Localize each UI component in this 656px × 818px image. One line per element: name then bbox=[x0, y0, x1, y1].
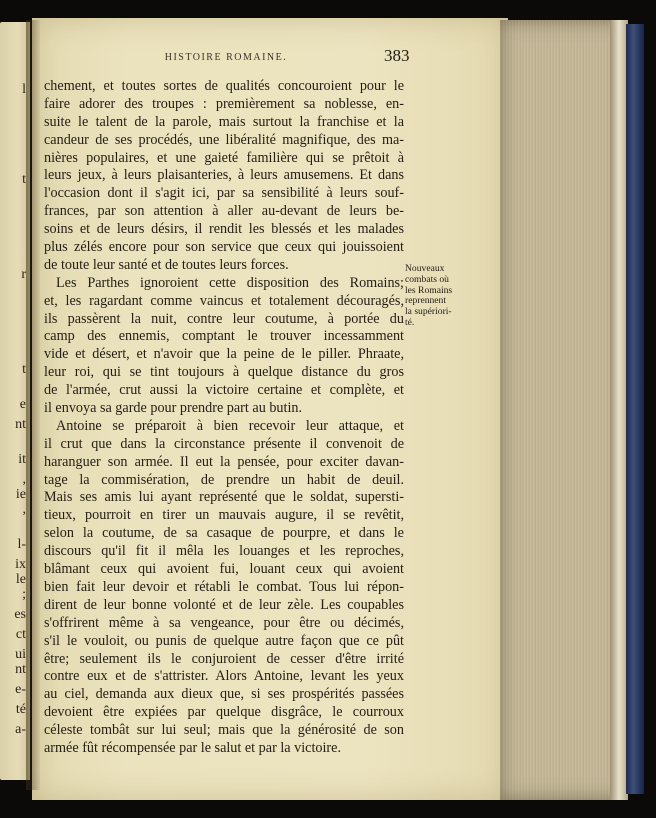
text-line: soins et de leurs désirs, il rendit les blessés et les malades bbox=[44, 221, 404, 238]
left-page-fragment: ie bbox=[15, 487, 26, 502]
marginal-note-line: les Romains bbox=[405, 284, 453, 296]
text-line: faire adorer des troupes : premièrement sa noblesse, en- bbox=[44, 95, 404, 112]
text-line: Les Parthes ignoroient cette disposition des Romains; bbox=[56, 274, 404, 291]
left-page-text-fragments bbox=[2, 22, 28, 780]
text-line: Antoine se préparoit à bien recevoir leur attaque, et bbox=[56, 417, 404, 434]
left-page-fragment: es bbox=[14, 607, 26, 622]
left-page-fragment: e- bbox=[15, 682, 26, 697]
left-page-fragment: t bbox=[22, 362, 26, 377]
text-line: céleste tombât sur lui seul; mais que la générosité de son bbox=[44, 722, 404, 739]
text-line: discours qu'il fit il mêla les louanges et les reproches, bbox=[44, 543, 404, 560]
marginal-note-line: combats où bbox=[405, 273, 449, 285]
text-line: haranguer son armée. Il eut la pensée, pour exciter davan- bbox=[44, 453, 404, 470]
text-line: blâmant ceux qui avoient fui, louant ceux qui avoient bbox=[44, 561, 404, 578]
left-page-fragment: ; bbox=[22, 587, 26, 602]
book-cover-edge bbox=[626, 24, 644, 794]
body-text bbox=[44, 78, 404, 758]
left-page-fragment: ui bbox=[15, 647, 26, 662]
text-line: plus zélés encore pour son service que ceux qui jouissoient bbox=[44, 239, 404, 256]
text-line: être; seulement ils le conjuroient de cesser d'être irrité bbox=[44, 650, 404, 667]
left-page-fragment: ct bbox=[15, 627, 26, 642]
left-page-fragment: a- bbox=[15, 722, 26, 737]
text-line: suite le talent de la parole, mais surtout la franchise et la bbox=[44, 113, 404, 130]
running-title: HISTOIRE ROMAINE. bbox=[164, 52, 288, 63]
marginal-note-line: reprennent bbox=[405, 295, 447, 307]
text-line: ils passèrent la nuit, contre leur coutume, à portée du bbox=[44, 310, 404, 327]
left-page-fragment: t bbox=[22, 172, 26, 187]
left-page-fragment: té bbox=[15, 702, 26, 717]
text-line: devoient être expiées par quelque disgrâce, le courroux bbox=[44, 704, 404, 721]
left-page-fragment: nt bbox=[15, 662, 26, 677]
text-line: de l'armée, crut aussi la victoire certaine et complète, et bbox=[44, 382, 404, 399]
text-line: vide et désert, et n'avoir que la peine de le piller. Phraate, bbox=[44, 346, 404, 363]
left-page-fragment: r bbox=[21, 267, 26, 282]
left-page-fragment: ix bbox=[15, 557, 26, 572]
page-edges bbox=[500, 20, 628, 800]
marginal-note bbox=[405, 264, 467, 329]
text-line: frances, par son attention à aller au-devant de leurs be- bbox=[44, 203, 404, 220]
text-line: contre eux et de s'attrister. Alors Antoine, levant les yeux bbox=[44, 668, 404, 685]
text-line: candeur de ses procédés, une libéralité magnifique, des ma- bbox=[44, 131, 404, 148]
left-page-fragment: , bbox=[22, 472, 26, 487]
text-line: chement, et toutes sortes de qualités concouroient pour le bbox=[44, 78, 404, 94]
text-line: nières populaires, et une gaieté familière qui se prêtoit à bbox=[44, 149, 404, 166]
left-page-fragment: le bbox=[15, 572, 26, 587]
left-page-fragment: e bbox=[19, 397, 26, 412]
text-line: armée fût récompensée par le salut et par la victoire. bbox=[44, 739, 342, 756]
text-line: s'il le vouloit, ou punis de quelque autre façon que ce pût bbox=[44, 632, 404, 649]
left-page-fragment: l- bbox=[17, 537, 26, 552]
marginal-note-line: Nouveaux bbox=[405, 263, 445, 274]
text-line: au ciel, demanda aux dieux que, si ses prospérités passées bbox=[44, 686, 404, 703]
marginal-note-line: té. bbox=[405, 316, 415, 328]
gutter-shadow bbox=[26, 20, 40, 790]
text-line: de toute leur santé et de toutes leurs forces. bbox=[44, 256, 289, 273]
text-line: dirent de leur bonne volonté et de leur zèle. Les coupables bbox=[44, 596, 404, 613]
text-line: tieux, pourroit en tirer un mauvais augure, il se revêtit, bbox=[44, 507, 404, 524]
page-number: 383 bbox=[384, 46, 410, 65]
text-line: l'occasion dont il s'agit ici, par sa sensibilité à leurs souf- bbox=[44, 185, 404, 202]
text-line: leurs jeux, à leurs plaisanteries, à leurs amusemens. Et dans bbox=[44, 167, 404, 184]
text-line: il crut que dans la circonstance présente il convenoit de bbox=[44, 435, 404, 452]
left-page-fragment: l bbox=[22, 82, 26, 97]
text-line: leur roi, qui se tint toujours à quelque distance du gros bbox=[44, 364, 404, 381]
left-page-fragment: nt bbox=[15, 417, 26, 432]
text-line: bien fait leur devoir et rétabli le combat. Tous lui répon- bbox=[44, 578, 404, 595]
text-line: selon la coutume, de sa casaque de pourpre, et dans le bbox=[44, 525, 404, 542]
text-line: s'offrirent même à sa vengeance, pour être ou décimés, bbox=[44, 614, 404, 631]
text-line: Mais ses amis lui ayant représenté que le soldat, supersti- bbox=[44, 489, 404, 506]
text-line: et, les ragardant comme vaincus et totalement découragés, bbox=[44, 292, 404, 309]
text-line: il envoya sa garde pour prendre part au butin. bbox=[44, 400, 303, 417]
left-page-fragment: it bbox=[18, 452, 26, 467]
marginal-note-line: la supériori- bbox=[405, 306, 452, 318]
text-line: camp des ennemis, comptant le trouver incessamment bbox=[44, 328, 404, 345]
left-page-fragment: , bbox=[22, 502, 26, 517]
text-line: tage la commisération, de prendre un habit de deuil. bbox=[44, 471, 404, 488]
